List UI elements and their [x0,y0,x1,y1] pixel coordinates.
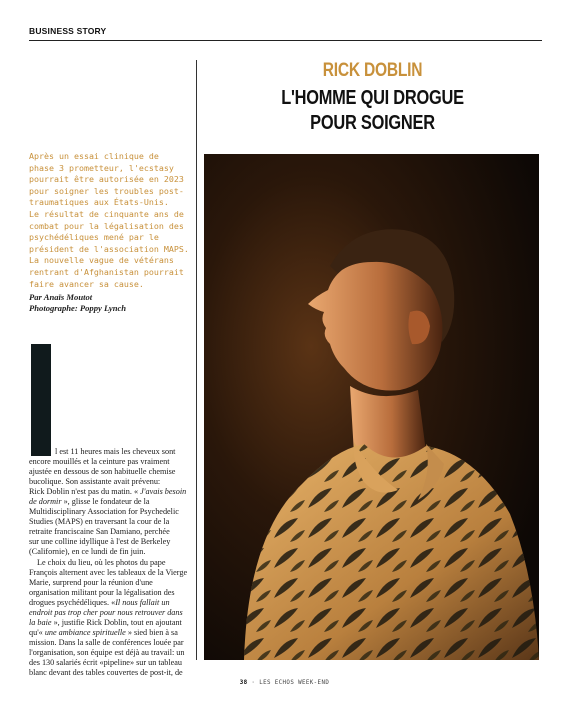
body-line: bucolique. Son assistante avait prévenu: [29,477,161,487]
body-line: blanc devant des tables couvertes de post-it, de [29,668,183,678]
body-line: mission. Dans la salle de conférences louée par [29,637,184,647]
body-line [29,608,201,618]
portrait-illustration [204,154,539,660]
section-label: BUSINESS STORY [29,26,107,36]
body-line: l'organisation, son équipe est déjà au travail: un [29,647,185,657]
body-text-run: Rick Doblin n'est pas du matin. « [29,487,139,497]
body-line: sur une colline idyllique à l'est de Berkeley [29,537,171,547]
page-footer [0,680,569,686]
body-text-run: », justifie Rick Doblin, tout en ajoutant [53,617,182,627]
body-italic-run: une ambiance spirituelle [44,627,126,637]
headline-line: POUR SOIGNER [310,112,435,134]
lead-line: pour soigner les troubles post- [29,185,184,196]
body-text-run: », glisse le fondateur de la [63,497,150,507]
body-line [29,487,201,497]
lead-line: traumatiques aux États-Unis. [29,197,169,208]
body-italic-run: de dormir [29,497,62,507]
body-line: Studies (MAPS) en traversant la cour de la [29,517,170,527]
drop-cap-block [31,344,51,456]
lead-line: Le résultat de cinquante ans de [29,208,184,219]
lead-paragraph [29,151,197,290]
footer-separator: · [251,680,256,686]
lead-line: rentrant d'Afghanistan pourrait [29,266,184,277]
body-line: François alternent avec les tableaux de la Vierge [29,567,188,577]
headline [235,86,510,136]
credits [29,292,189,314]
byline: Par Anaïs Moutot [29,292,93,302]
body-line: (Californie), en ce lundi de fin juin. [29,547,146,557]
body-line: Le choix du lieu, où les photos du pape [37,557,166,567]
lead-line: psychédéliques mené par le [29,232,159,243]
lead-line: faire avancer sa cause. [29,278,144,289]
body-line: des 130 salariés écrit «pipeline» sur un tableau [29,657,183,667]
headline-line: L'HOMME QUI DROGUE [281,87,464,109]
body-text-run: drogues psychédéliques. « [29,597,116,607]
body-italic-run: la baie [29,617,52,627]
body-line: retraite franciscaine San Damiano, perchée [29,527,170,537]
top-rule [29,40,542,41]
publication-name: LES ECHOS WEEK-END [259,680,330,686]
lead-line: Après un essai clinique de [29,151,159,161]
body-line [29,628,201,638]
lead-line: combat pour la légalisation des [29,220,184,231]
lead-line: phase 3 prometteur, l'ecstasy [29,162,174,173]
body-text-run: qu'« [29,627,43,637]
body-line: Marie, surprend pour la réunion d'une [29,577,153,587]
body-italic-run: endroit pas trop cher pour nous retrouver dans [29,607,183,617]
kicker: RICK DOBLIN [322,60,423,81]
body-line [29,618,201,628]
page-number: 38 [239,680,248,686]
body-line: organisation militant pour la légalisation des [29,587,175,597]
photo-credit: Photographe: Poppy Lynch [29,303,127,313]
body-line [29,598,201,608]
body-line [29,497,201,507]
body-line: encore mouillés et la ceinture pas vraiment [29,457,170,467]
lead-line: pourrait être autorisée en 2023 [29,174,184,185]
body-line: Multidisciplinary Association for Psychedelic [29,507,179,517]
body-italic-run: Il nous fallait un [115,597,170,607]
body-italic-run: J'avais besoin [140,487,187,497]
body-text-run: » sied bien à sa [127,627,178,637]
lead-line: La nouvelle vague de vétérans [29,255,174,266]
body-line: l est 11 heures mais les cheveux sont [55,447,176,456]
lead-line: président de l'association MAPS. [29,243,189,254]
portrait-photo [204,154,539,660]
body-line: ajustée en dessous de son habituelle chemise [29,467,176,477]
body-text [29,447,201,678]
